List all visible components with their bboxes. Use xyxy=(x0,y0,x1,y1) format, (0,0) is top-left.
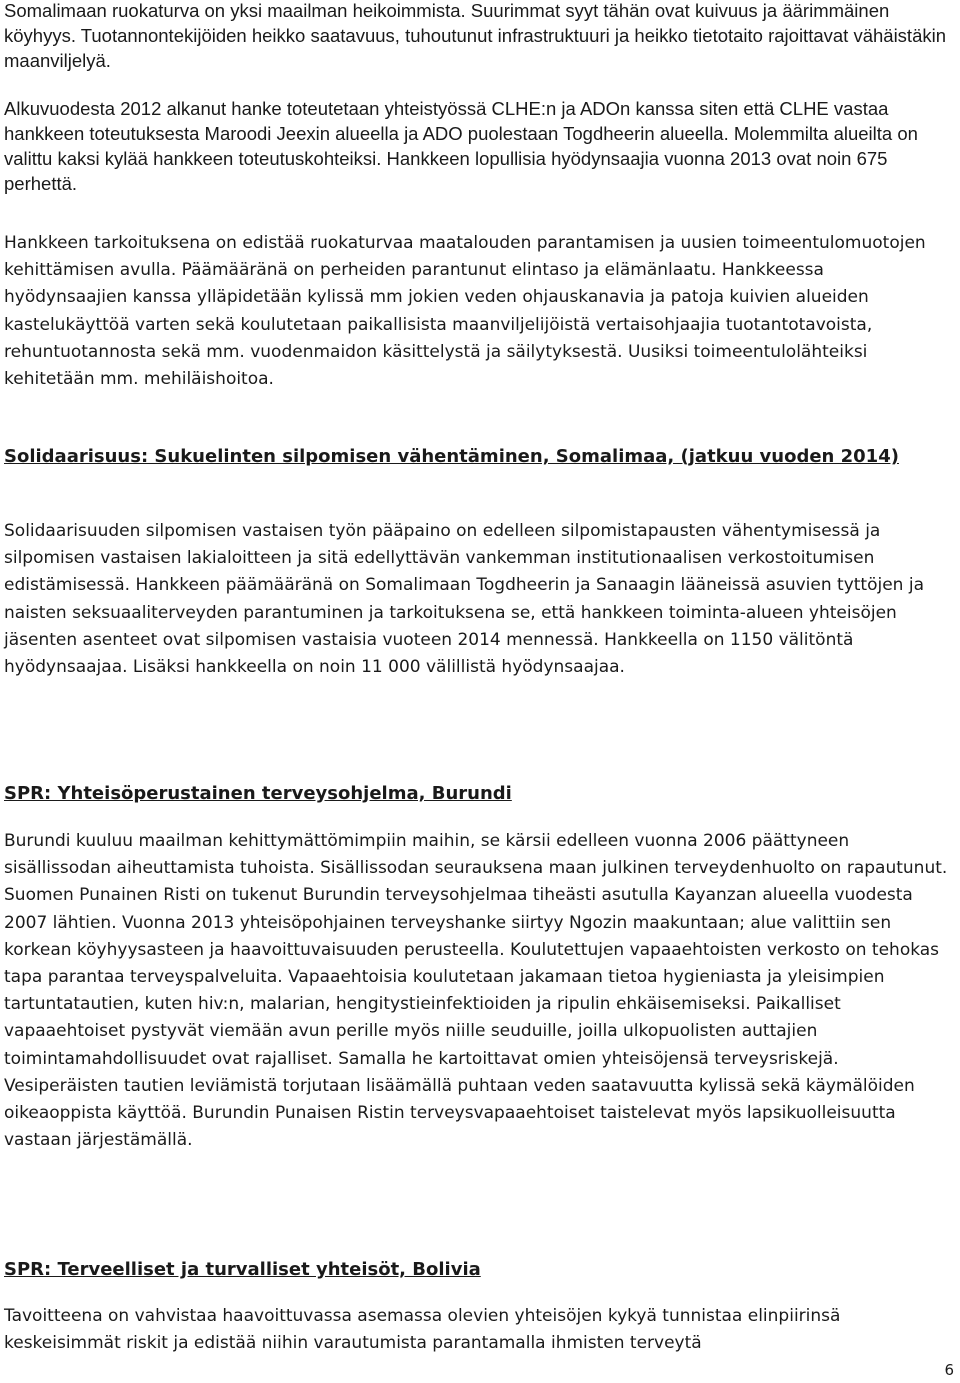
intro-paragraph-3: Hankkeen tarkoituksena on edistää ruokaturvaa maatalouden parantamisen ja uusien toimeentulomuotojen kehittämisen avulla. Päämääränä on perheiden parantunut elintaso ja elämänlaatu. Hankkeessa hyödynsaajien kanssa ylläpidetään kylissä mm jokien veden ohjauskanavia ja patoja kuivien alueiden kastelukäyttöä varten sekä koulutetaan paikallisista maanviljelijöistä vertaisohjaajia tuotantotavoista, rehuntuotannosta sekä mm. vuodenmaidon käsittelystä ja säilytyksestä. Uusiksi toimeentulolähteiksi kehitetään mm. mehiläishoitoa. xyxy=(4,233,926,390)
intro-paragraph-2: Alkuvuodesta 2012 alkanut hanke toteutetaan yhteistyössä CLHE:n ja ADOn kanssa siten että CLHE vastaa hankkeen toteutuksesta Maroodi Jeexin alueella ja ADO puolestaan Togdheerin alueella. Molemmilta alueilta on valittu kaksi kylää hankkeen toteutuskohteiksi. Hankkeen lopullisia hyödynsaajia vuonna 2013 ovat noin 675 perhettä. xyxy=(4,98,918,194)
intro-paragraph-1: Somalimaan ruokaturva on yksi maailman heikoimmista. Suurimmat syyt tähän ovat kuivuus ja äärimmäinen köyhyys. Tuotannontekijöiden heikko saatavuus, tuhoutunut infrastruktuuri ja heikko tietotaito rajoittavat vähäistäkin maanviljelyä. xyxy=(4,0,947,71)
section-heading-solidaarisuus: Solidaarisuus: Sukuelinten silpomisen vähentäminen, Somalimaa, (jatkuu vuoden 2014) xyxy=(4,446,899,467)
section-heading-burundi: SPR: Yhteisöperustainen terveysohjelma, Burundi xyxy=(4,783,512,804)
section-body-burundi: Burundi kuuluu maailman kehittymättömimpiin maihin, se kärsii edelleen vuonna 2006 päättyneen sisällissodan aiheuttamista tuhoista. Sisällissodan seurauksena maan julkinen terveydenhuolto on rapautunut. Suomen Punainen Risti on tukenut Burundin terveysohjelmaa tiheästi asutulla Kayanzan alueella vuodesta 2007 lähtien. Vuonna 2013 yhteisöpohjainen terveyshanke siirtyy Ngozin maakuntaan; alue valittiin sen korkean köyhyysasteen ja haavoittuvaisuuden perusteella. Koulutettujen vapaaehtoisten verkosto on tehokas tapa parantaa terveyspalveluita. Vapaaehtoisia koulutetaan jakamaan tietoa hygieniasta ja yleisimpien tartuntatautien, kuten hiv:n, malarian, hengitystieinfektioiden ja ripulin ehkäisemiseksi. Paikalliset vapaaehtoiset pystyvät viemään avun perille myös niille seuduille, joilla ulkopuolisten auttajien toimintamahdollisuudet ovat rajalliset. Samalla he kartoittavat omien yhteisöjensä terveysriskejä. Vesiperäisten tautien leviämistä torjutaan lisäämällä puhtaan veden saatavuutta kylissä sekä käymälöiden oikeaoppista käyttöä. Burundin Punaisen Ristin terveysvapaaehtoiset taistelevat myös lapsikuolleisuutta vastaan järjestämällä. xyxy=(4,831,948,1151)
section-body-solidaarisuus: Solidaarisuuden silpomisen vastaisen työn pääpaino on edelleen silpomistapausten vähentymisessä ja silpomisen vastaisen lakialoitteen ja sitä edellyttävän vankemman institutionaalisen verkostoitumisen edistämisessä. Hankkeen päämääränä on Somalimaan Togdheerin ja Sanaagin lääneissä asuvien tyttöjen ja naisten seksuaaliterveyden parantuminen ja tarkoituksena se, että hankkeen toiminta-alueen yhteisöjen jäsenten asenteet ovat silpomisen vastaisia vuoteen 2014 mennessä. Hankkeella on 1150 välitöntä hyödynsaajaa. Lisäksi hankkeella on noin 11 000 välillistä hyödynsaajaa. xyxy=(4,521,924,678)
page-number: 6 xyxy=(944,1361,954,1379)
section-body-bolivia: Tavoitteena on vahvistaa haavoittuvassa asemassa olevien yhteisöjen kykyä tunnistaa elinpiirinsä keskeisimmät riskit ja edistää niihin varautumista parantamalla ihmisten terveytä xyxy=(4,1306,841,1354)
section-heading-bolivia: SPR: Terveelliset ja turvalliset yhteisöt, Bolivia xyxy=(4,1259,481,1280)
